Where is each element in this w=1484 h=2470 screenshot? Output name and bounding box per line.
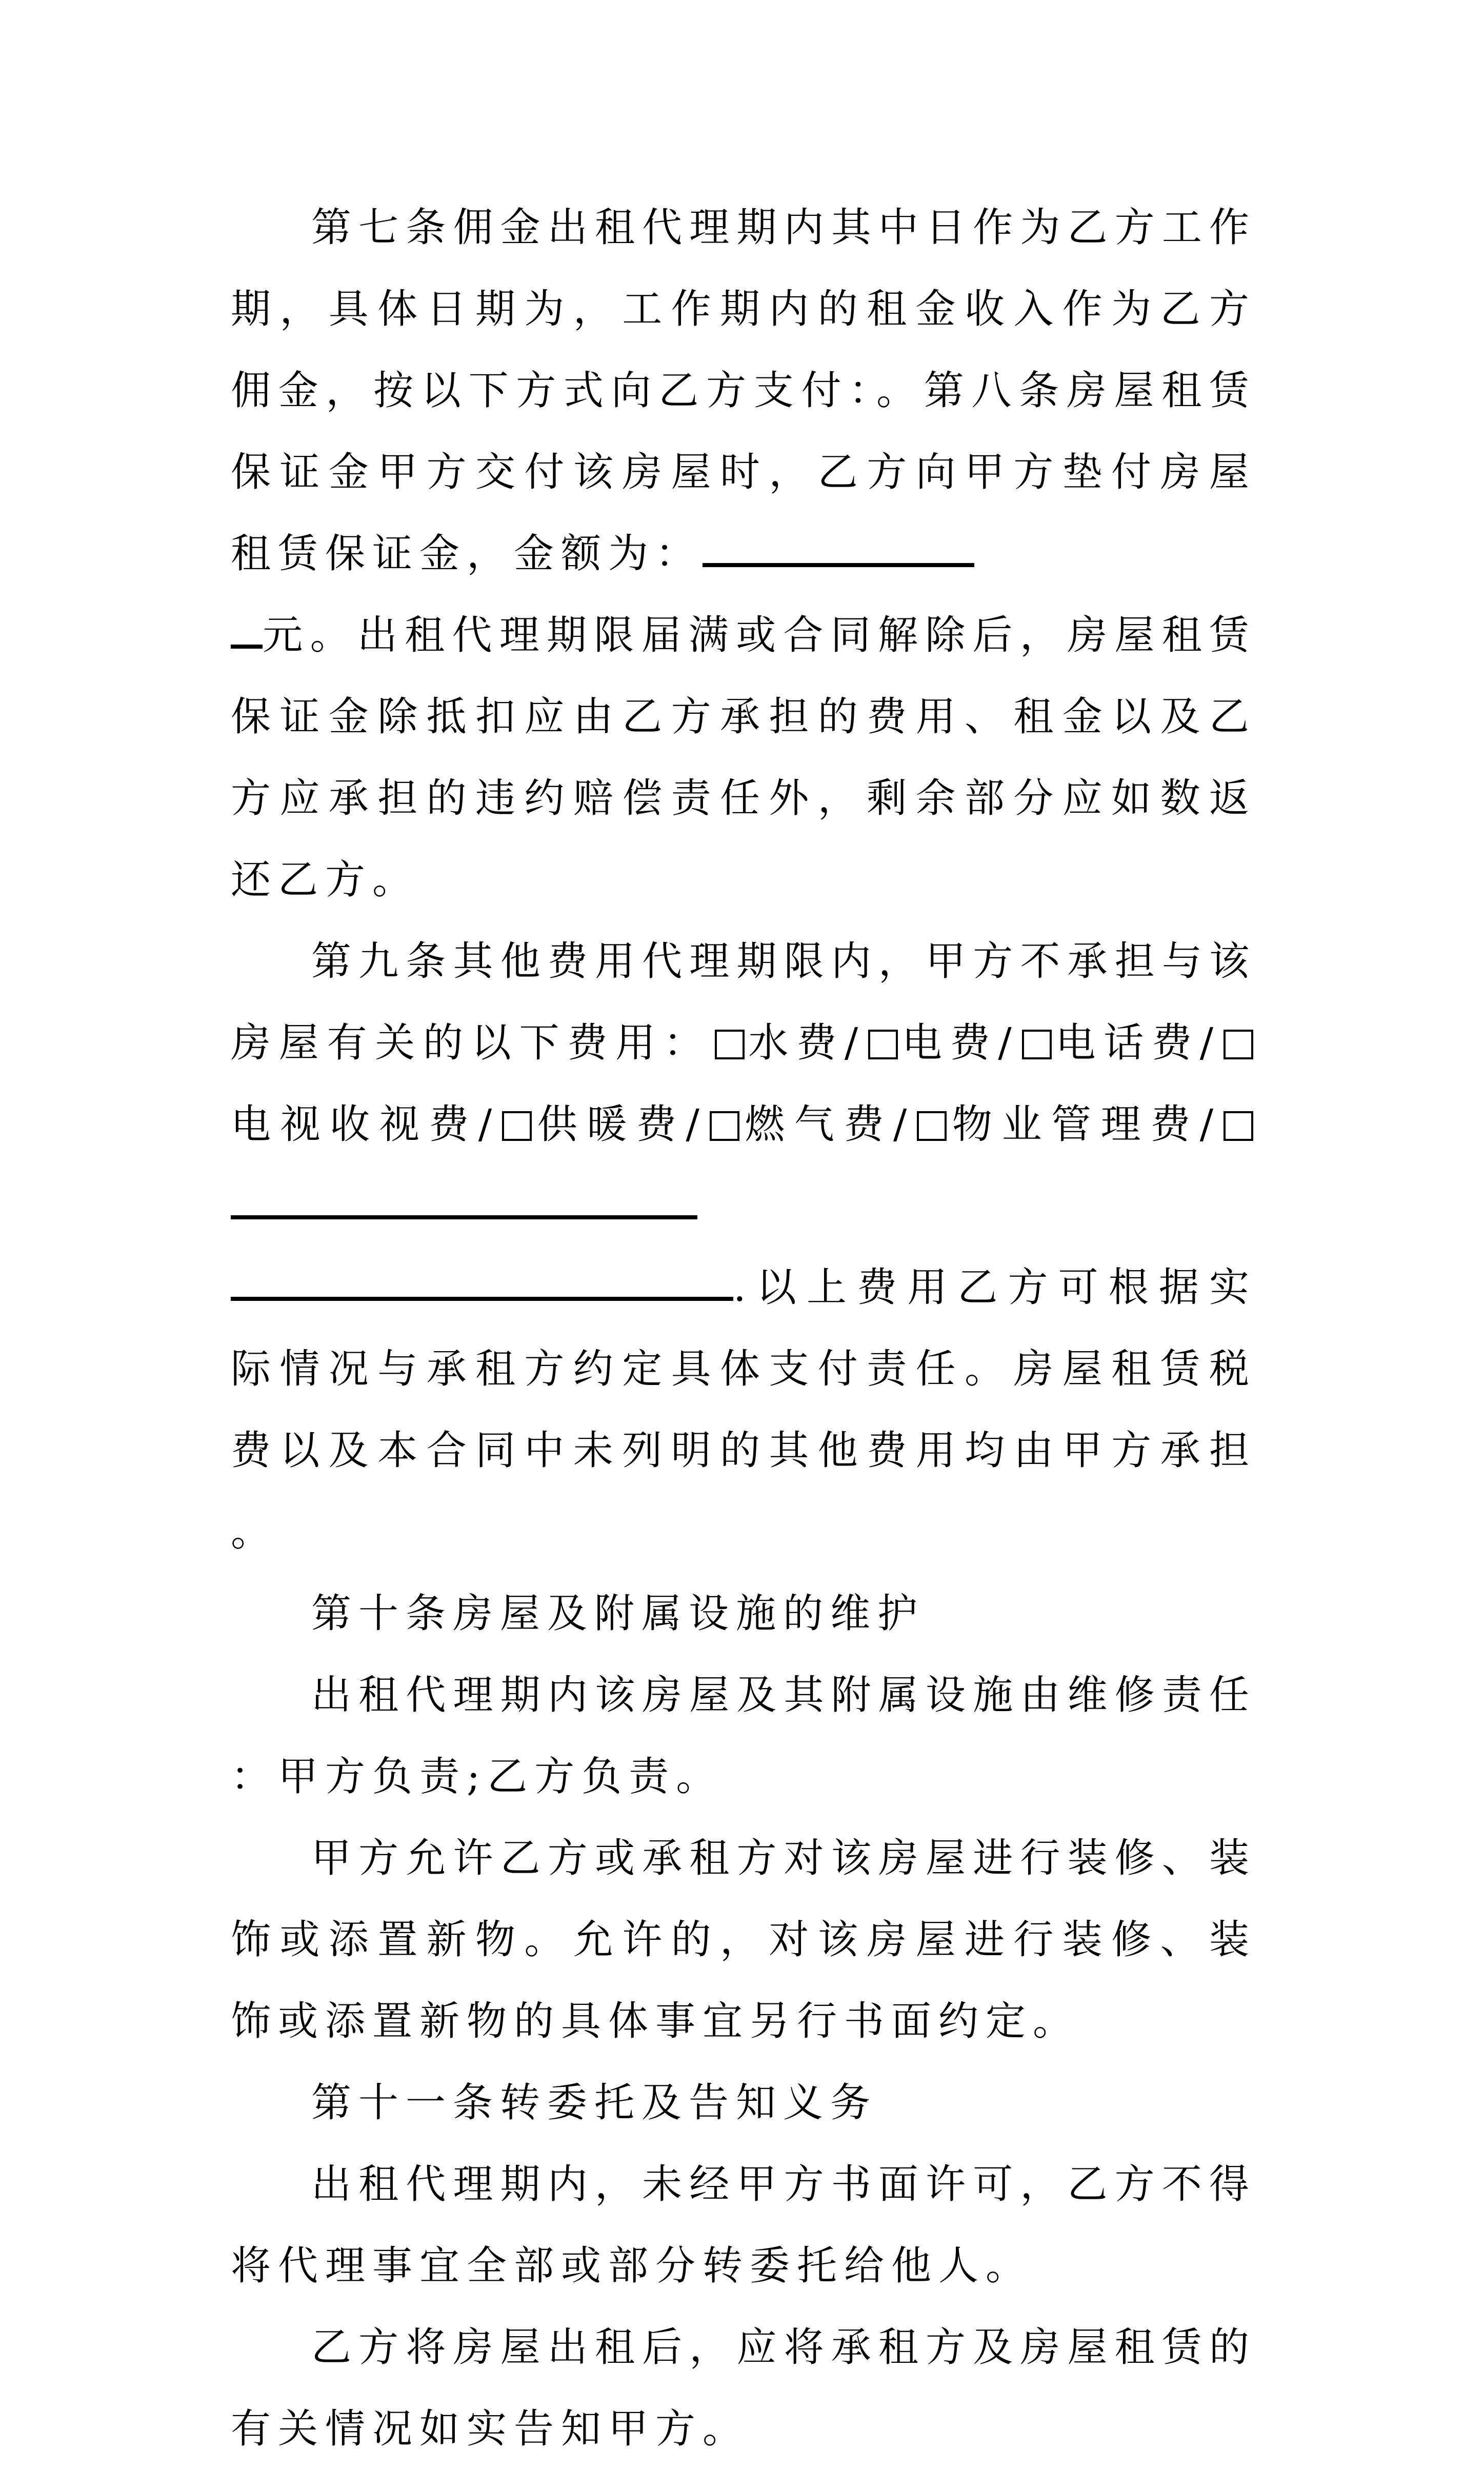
fee-item: 供暖费/ <box>535 1101 707 1148</box>
document-body <box>231 187 1256 2470</box>
article-10-paragraph-2: 甲方允许乙方或承租方对该房屋进行装修、装饰或添置新物。允许的，对该房屋进行装修、装饰或添置新物的具体事宜另行书面约定。 <box>231 1835 1256 2044</box>
fee-item: 水费/ <box>747 1020 866 1066</box>
checkbox-icon <box>502 1111 532 1141</box>
fee-item: 物业管理费/ <box>950 1101 1221 1148</box>
article-10-paragraph-1: 出租代理期内该房屋及其附属设施由维修责任：甲方负责;乙方负责。 <box>231 1672 1256 1800</box>
article-11-paragraph-1: 出租代理期内，未经甲方书面许可，乙方不得将代理事宜全部或部分转委托给他人。 <box>231 2161 1256 2289</box>
article-9-tail: .以上费用乙方可根据实际情况与承租方约定具体支付责任。房屋租赁税费以及本合同中未列明的其他费用均由甲方承担。 <box>231 1264 1256 1555</box>
other-fee-blank-cont <box>231 1261 733 1301</box>
article-9-paragraph <box>231 921 1256 1573</box>
checkbox-icon <box>1224 1111 1253 1141</box>
checkbox-icon <box>917 1111 947 1141</box>
other-fee-blank <box>231 1179 697 1219</box>
checkbox-icon <box>868 1030 898 1059</box>
article-9-intro: 第九条其他费用代理期限内，甲方不承担与该房屋有关的以下费用： <box>231 938 1256 1066</box>
checkbox-icon <box>715 1030 745 1059</box>
checkbox-icon <box>710 1111 739 1141</box>
fee-item: 电话费/ <box>1054 1020 1221 1066</box>
fee-item: 燃气费/ <box>742 1101 914 1148</box>
checkbox-icon <box>1022 1030 1052 1059</box>
article-10-title: 第十条房屋及附属设施的维护 <box>311 1591 925 1637</box>
article-7-text: 第七条佣金出租代理期内其中日作为乙方工作期，具体日期为，工作期内的租金收入作为乙方佣金，按以下方式向乙方支付：。第八条房屋租赁保证金甲方交付该房屋时，乙方向甲方垫付房屋租赁保证金，金额为： <box>231 205 1256 577</box>
deposit-amount-blank-cont <box>231 609 263 649</box>
article-11-paragraph-2: 乙方将房屋出租后，应将承租方及房屋租赁的有关情况如实告知甲方。 <box>231 2324 1256 2452</box>
deposit-amount-blank <box>703 527 974 567</box>
fee-item: 电视收视费/ <box>231 1101 499 1148</box>
fee-item: 电费/ <box>901 1020 1019 1066</box>
article-8-tail-text: 元。出租代理期限届满或合同解除后，房屋租赁保证金除抵扣应由乙方承担的费用、租金以及乙方应承担的违约赔偿责任外，剩余部分应如数返还乙方。 <box>231 612 1256 903</box>
article-11-title: 第十一条转委托及告知义务 <box>311 2080 878 2126</box>
article-7-paragraph <box>231 187 1256 921</box>
checkbox-icon <box>1224 1030 1253 1059</box>
